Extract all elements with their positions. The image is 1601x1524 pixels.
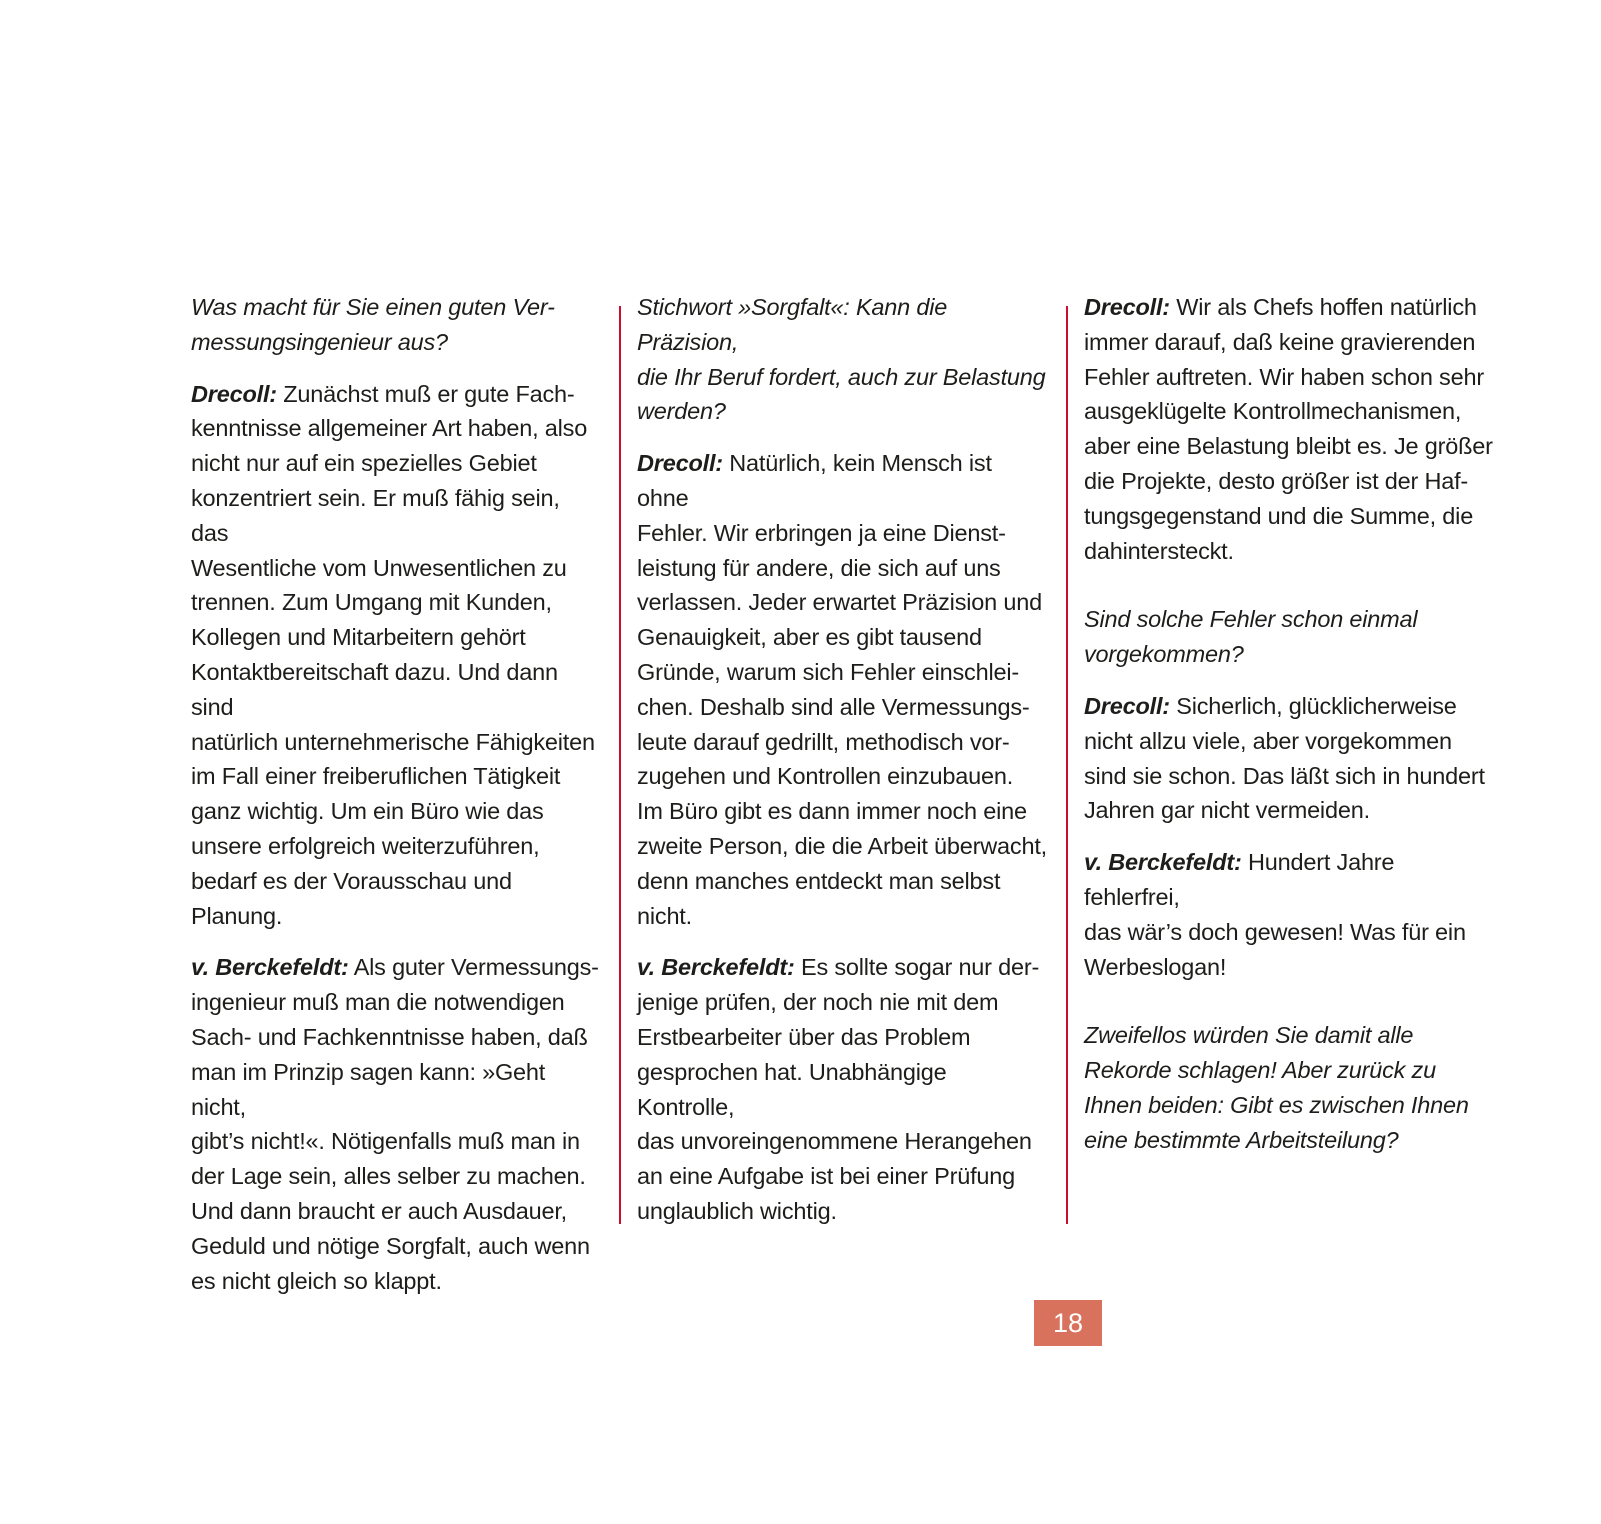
answer-text: Wir als Chefs hoffen natürlich immer darauf, daß keine gravierenden Fehler auftreten. Wir haben schon sehr ausgeklügelte Kontrollmechanismen, aber eine Belastung bleibt es. Je größer die Projekte, desto größer ist der Haf- tungsgegenstand und die Summe, die dahintersteckt.	[1084, 294, 1493, 564]
interview-question: Stichwort »Sorgfalt«: Kann die Präzision, die Ihr Beruf fordert, auch zur Belastung werden?	[637, 294, 1046, 425]
answer-text: Es sollte sogar nur der- jenige prüfen, der noch nie mit dem Erstbearbeiter über das Problem gesprochen hat. Unabhängige Kontrolle, das unvoreingenommene Herangehen an eine Aufgabe ist bei einer Prüfung unglaublich wichtig.	[637, 954, 1040, 1224]
speaker-name: Drecoll:	[637, 450, 723, 477]
interview-answer	[1084, 689, 1494, 828]
answer-text: Hundert Jahre fehlerfrei, das wär’s doch gewesen! Was für ein Werbeslogan!	[1084, 849, 1466, 980]
text-column-3	[1084, 290, 1494, 1175]
speaker-name: v. Berckefeldt:	[637, 954, 795, 981]
answer-text: Als guter Vermessungs- ingenieur muß man die notwendigen Sach- und Fachkenntnisse haben, daß man im Prinzip sagen kann: »Geht nicht, gibt’s nicht!«. Nötigenfalls muß man in der Lage sein, alles selber zu machen. Und dann braucht er auch Ausdauer, Geduld und nötige Sorgfalt, auch wenn es nicht gleich so klappt.	[191, 954, 599, 1294]
interview-answer	[1084, 845, 1494, 984]
interview-question: Was macht für Sie einen guten Ver- messungsingenieur aus?	[191, 294, 555, 355]
interview-answer	[1084, 290, 1494, 568]
text-column-2	[637, 290, 1047, 1246]
interview-question: Sind solche Fehler schon einmal vorgekommen?	[1084, 606, 1418, 668]
page-number: 18	[1034, 1300, 1102, 1346]
answer-text: Sicherlich, glücklicherweise nicht allzu viele, aber vorgekommen sind sie schon. Das läßt sich in hundert Jahren gar nicht vermeiden.	[1084, 692, 1485, 824]
text-column-1	[191, 290, 601, 1315]
interview-answer	[191, 377, 601, 934]
speaker-name: v. Berckefeldt:	[191, 954, 349, 981]
column-divider-1	[619, 306, 621, 1224]
interview-question: Zweifellos würden Sie damit alle Rekorde schlagen! Aber zurück zu Ihnen beiden: Gibt es zwischen Ihnen eine bestimmte Arbeitsteilung?	[1084, 1022, 1469, 1153]
interview-answer	[637, 446, 1047, 933]
answer-text: Zunächst muß er gute Fach- kenntnisse allgemeiner Art haben, also nicht nur auf ein spezielles Gebiet konzentriert sein. Er muß fähig sein, das Wesentliche vom Unwesentlichen zu trennen. Zum Umgang mit Kunden, Kollegen und Mitarbeitern gehört Kontaktbereitschaft dazu. Und dann sind natürlich unternehmerische Fähigkeiten im Fall einer freiberuflichen Tätigkeit ganz wichtig. Um ein Büro wie das unsere erfolgreich weiterzuführen, bedarf es der Vorausschau und Planung.	[191, 380, 595, 929]
answer-text: Natürlich, kein Mensch ist ohne Fehler. Wir erbringen ja eine Dienst- leistung für andere, die sich auf uns verlassen. Jeder erwartet Präzision und Genauigkeit, aber es gibt tausend Gründe, warum sich Fehler einschlei- chen. Deshalb sind alle Vermessungs- leute darauf gedrillt, methodisch vor- zugehen und Kontrollen einzubauen. Im Büro gibt es dann immer noch eine zweite Person, die die Arbeit überwacht, denn manches entdeckt man selbst nicht.	[637, 450, 1048, 929]
speaker-name: Drecoll:	[1084, 294, 1170, 320]
interview-answer	[191, 950, 601, 1298]
interview-answer	[637, 950, 1047, 1228]
column-divider-2	[1066, 306, 1068, 1224]
speaker-name: v. Berckefeldt:	[1084, 849, 1242, 876]
speaker-name: Drecoll:	[191, 380, 277, 407]
speaker-name: Drecoll:	[1084, 692, 1170, 719]
